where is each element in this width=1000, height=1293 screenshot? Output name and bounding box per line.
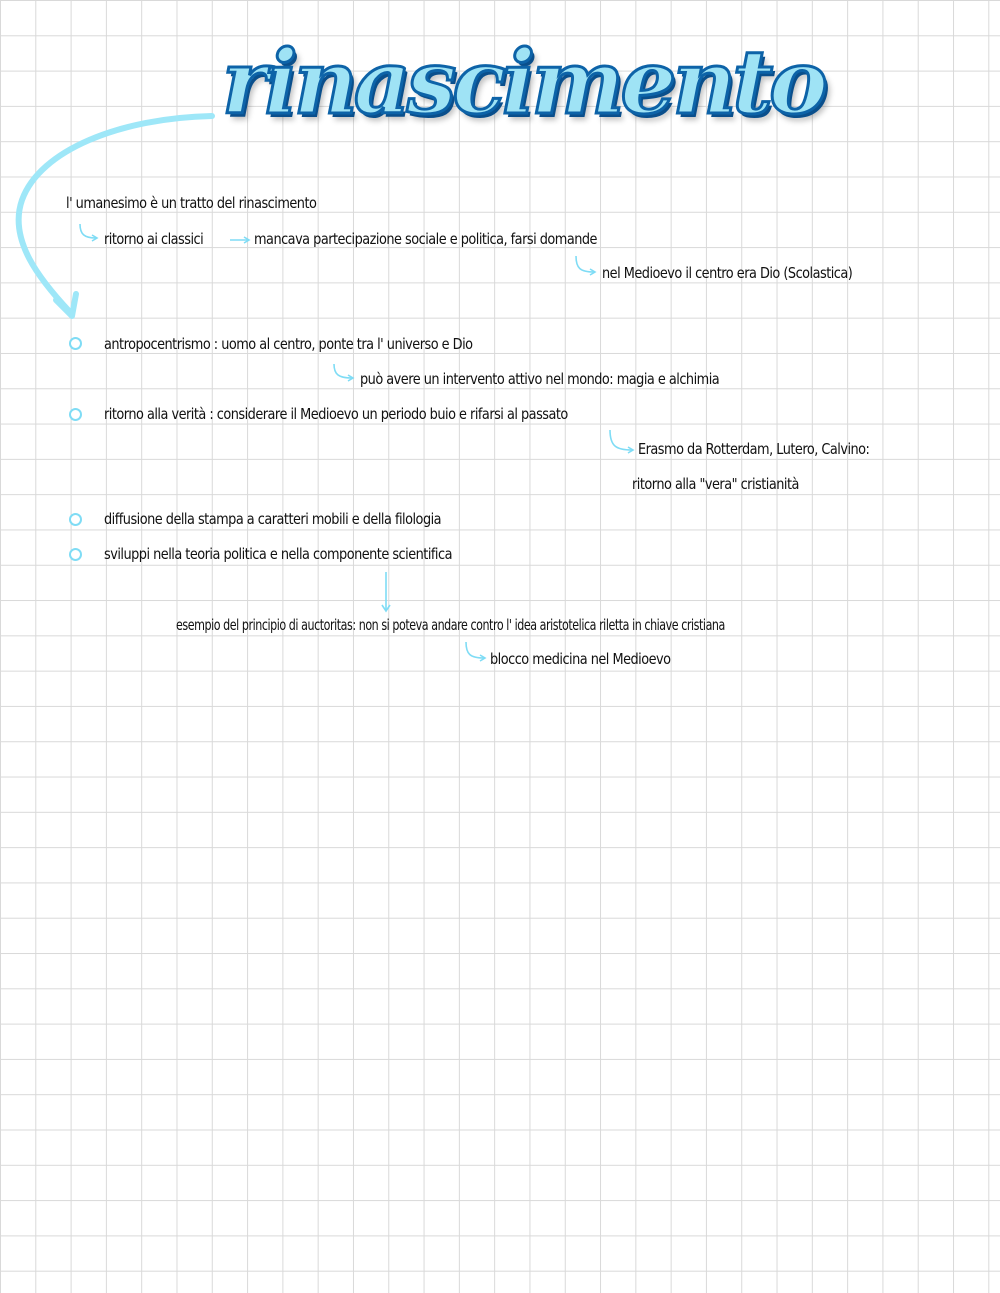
bullet-icon: [69, 548, 82, 561]
note-ritorno-classici: ritorno ai classici: [104, 230, 204, 248]
hook-arrow-icon: [576, 256, 594, 272]
note-erasmo: Erasmo da Rotterdam, Lutero, Calvino:: [638, 440, 870, 458]
hook-arrow-icon: [80, 224, 96, 238]
note-verita: ritorno alla verità : considerare il Medioevo un periodo buio e rifarsi al passato: [104, 405, 568, 423]
note-medicina: blocco medicina nel Medioevo: [490, 650, 671, 668]
big-arrowhead-icon: [56, 294, 76, 316]
note-mancava: mancava partecipazione sociale e politica, farsi domande: [254, 230, 597, 248]
bullet-icon: [69, 408, 82, 421]
big-curved-arrow-icon: [19, 116, 212, 312]
note-intervento: può avere un intervento attivo nel mondo: magia e alchimia: [360, 370, 720, 388]
note-stampa: diffusione della stampa a caratteri mobili e della filologia: [104, 510, 442, 528]
note-auctoritas: esempio del principio di auctoritas: non si poteva andare contro l' idea aristotelica riletta in chiave cristiana: [176, 616, 725, 634]
note-sviluppi: sviluppi nella teoria politica e nella componente scientifica: [104, 545, 452, 563]
hook-arrow-icon: [466, 642, 484, 658]
page-title: rinascimento: [222, 30, 824, 134]
note-antropocentrismo: antropocentrismo : uomo al centro, ponte tra l' universo e Dio: [104, 335, 473, 353]
note-umanesimo: l' umanesimo è un tratto del rinascimento: [66, 194, 317, 212]
hook-arrow-icon: [334, 364, 352, 378]
note-cristianita: ritorno alla "vera" cristianità: [632, 475, 799, 493]
bullet-icon: [69, 513, 82, 526]
note-medioevo-dio: nel Medioevo il centro era Dio (Scolastica): [602, 264, 853, 282]
hook-arrow-icon: [610, 430, 632, 450]
bullet-icon: [69, 337, 82, 350]
